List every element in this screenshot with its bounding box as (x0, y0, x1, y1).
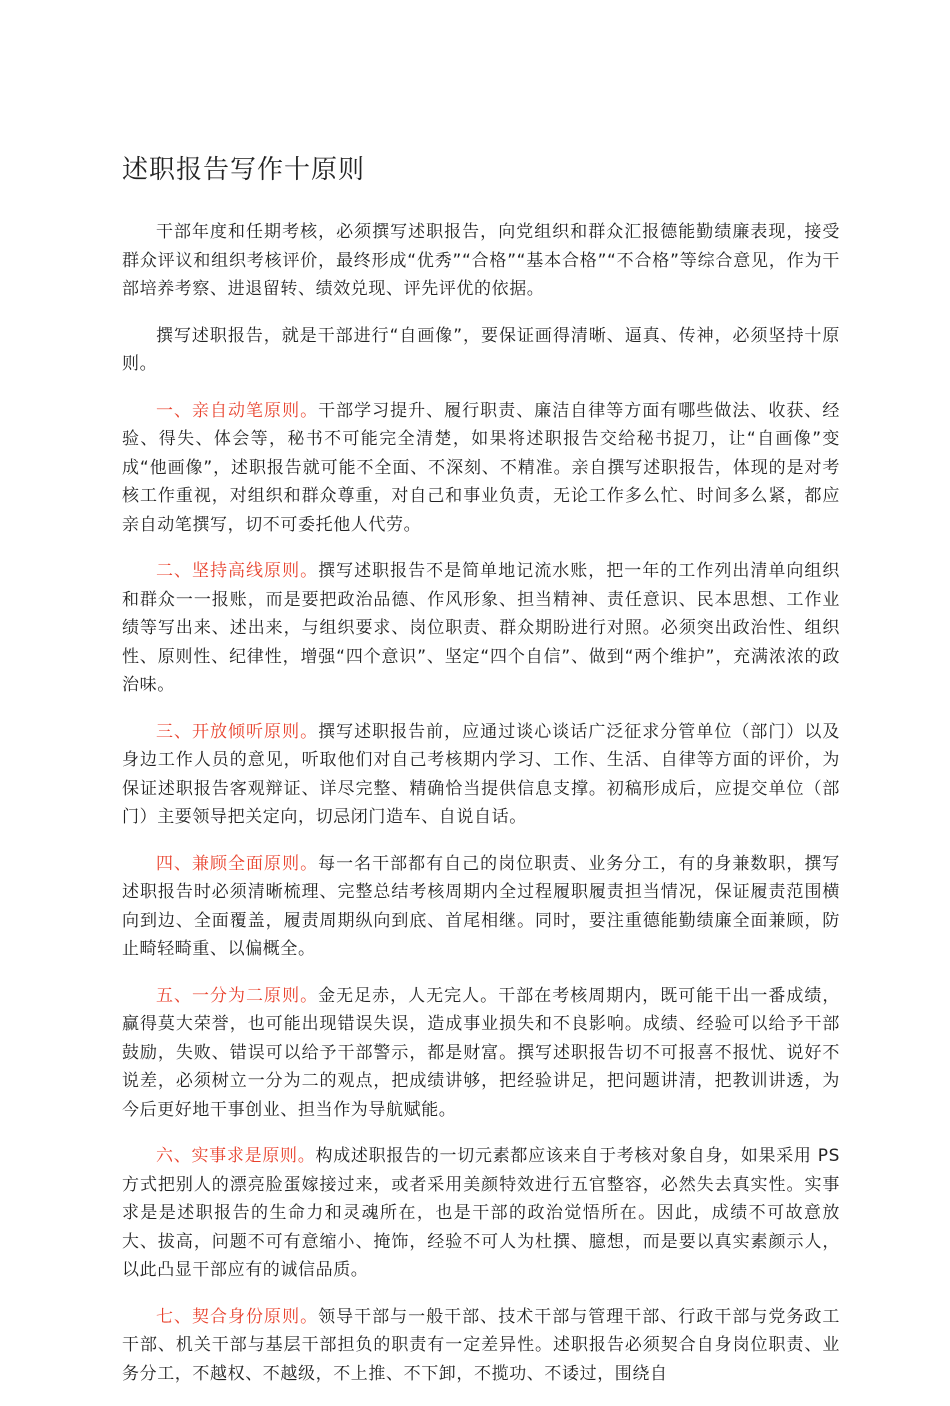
page-title: 述职报告写作十原则 (122, 155, 366, 185)
principle-paragraph (122, 1303, 840, 1389)
principle-body: 干部学习提升、履行职责、廉洁自律等方面有哪些做法、收获、经验、得失、体会等，秘书不可能完全清楚，如果将述职报告交给秘书捉刀，让“自画像”变成“他画像”，述职报告就可能不全面、不深刻、不精准。亲自撰写述职报告，体现的是对考核工作重视，对组织和群众尊重，对自己和事业负责，无论工作多么忙、时间多么紧，都应亲自动笔撰写，切不可委托他人代劳。 (122, 400, 840, 535)
principle-heading: 五、一分为二原则。 (156, 985, 319, 1006)
principle-heading: 一、亲自动笔原则。 (156, 400, 319, 421)
principle-body: 金无足赤，人无完人。干部在考核周期内，既可能干出一番成绩，赢得莫大荣誉，也可能出现错误失误，造成事业损失和不良影响。成绩、经验可以给予干部鼓励，失败、错误可以给予干部警示，都是财富。撰写述职报告切不可报喜不报忧、说好不说差，必须树立一分为二的观点，把成绩讲够，把经验讲足，把问题讲清，把教训讲透，为今后更好地干事创业、担当作为导航赋能。 (122, 985, 840, 1120)
principle-heading: 四、兼顾全面原则。 (156, 853, 319, 874)
principle-heading: 二、坚持高线原则。 (156, 561, 319, 581)
principle-paragraph (122, 982, 840, 1125)
principle-heading: 六、实事求是原则。 (156, 1146, 316, 1166)
principle-paragraph (122, 718, 840, 832)
principle-heading: 七、契合身份原则。 (156, 1306, 319, 1327)
principle-paragraph (122, 850, 840, 964)
principle-body: 撰写述职报告前，应通过谈心谈话广泛征求分管单位（部门）以及身边工作人员的意见，听取他们对自己考核期内学习、工作、生活、自律等方面的评价，为保证述职报告客观辩证、详尽完整、精确恰当提供信息支撑。初稿形成后，应提交单位（部门）主要领导把关定向，切忌闭门造车、自说自话。 (122, 721, 840, 827)
principle-paragraph (122, 1142, 840, 1285)
principle-body: 每一名干部都有自己的岗位职责、业务分工，有的身兼数职，撰写述职报告时必须清晰梳理、完整总结考核周期内全过程履职履责担当情况，保证履责范围横向到边、全面覆盖，履责周期纵向到底、首尾相继。同时，要注重德能勤绩廉全面兼顾，防止畸轻畸重、以偏概全。 (122, 853, 840, 959)
principle-paragraph (122, 397, 840, 540)
principle-body: 构成述职报告的一切元素都应该来自于考核对象自身，如果采用 PS 方式把别人的漂亮脸蛋嫁接过来，或者采用美颜特效进行五官整容，必然失去真实性。实事求是是述职报告的生命力和灵魂所在，也是干部的政治觉悟所在。因此，成绩不可故意放大、拔高，问题不可有意缩小、掩饰，经验不可人为杜撰、臆想，而是要以真实素颜示人，以此凸显干部应有的诚信品质。 (122, 1146, 840, 1280)
principle-heading: 三、开放倾听原则。 (156, 721, 319, 742)
document-page (122, 150, 840, 1406)
principle-body: 领导干部与一般干部、技术干部与管理干部、行政干部与党务政工干部、机关干部与基层干部担负的职责有一定差异性。述职报告必须契合自身岗位职责、业务分工，不越权、不越级，不上推、不下卸，不揽功、不诿过，围绕自 (122, 1306, 840, 1384)
principle-paragraph (122, 557, 840, 700)
intro-paragraph: 干部年度和任期考核，必须撰写述职报告，向党组织和群众汇报德能勤绩廉表现，接受群众评议和组织考核评价，最终形成“优秀”“合格”“基本合格”“不合格”等综合意见，作为干部培养考察、进退留转、绩效兑现、评先评优的依据。 (122, 222, 840, 299)
intro-paragraph: 撰写述职报告，就是干部进行“自画像”，要保证画得清晰、逼真、传神，必须坚持十原则。 (122, 325, 840, 374)
principle-body: 撰写述职报告不是简单地记流水账，把一年的工作列出清单向组织和群众一一报账，而是要把政治品德、作风形象、担当精神、责任意识、民本思想、工作业绩等写出来、述出来，与组织要求、岗位职责、群众期盼进行对照。必须突出政治性、组织性、原则性、纪律性，增强“四个意识”、坚定“四个自信”、做到“两个维护”，充满浓浓的政治味。 (122, 561, 840, 695)
